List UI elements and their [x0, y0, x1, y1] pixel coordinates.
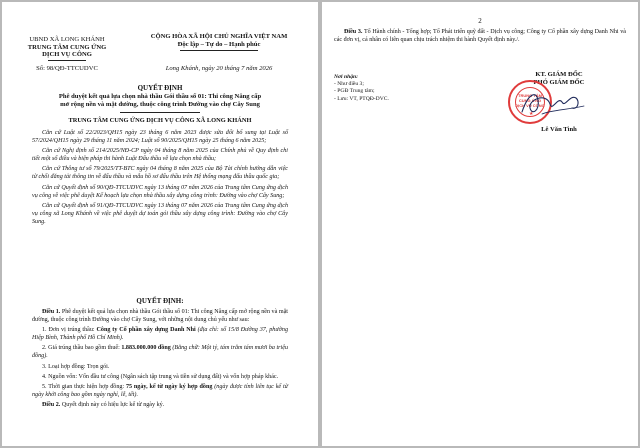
- issuing-authority: [12, 36, 122, 59]
- signer-role: [494, 71, 624, 86]
- document-title: QUYẾT ĐỊNH: [137, 84, 183, 92]
- recipient-item: - PGĐ Trung tâm;: [334, 88, 375, 95]
- national-title: CỘNG HÒA XÃ HỘI CHỦ NGHĨA VIỆT NAM: [150, 33, 288, 40]
- seal-star-icon: ★: [529, 112, 534, 117]
- signer-role-line-2: PHÓ GIÁM ĐỐC: [533, 78, 585, 86]
- recipients-title: Nơi nhận:: [334, 74, 358, 80]
- contract-price: 1.883.000.000 đồng: [121, 345, 171, 352]
- article-3-text: Tổ Hành chính - Tổng hợp; Tổ Phát triển quỹ đất - Dịch vụ công; Công ty Cổ phần xây dựng Danh Nhi và các đơn vị, cá nhân có liên quan chịu trách nhiệm thi hành Quyết định này./.: [334, 29, 627, 44]
- recipients-block: [334, 74, 464, 103]
- contractor-address: (địa chỉ: số 15/8 Đường 37, phường Hiệp Bình, Thành phố Hồ Chí Minh).: [32, 327, 288, 342]
- duration-value: 75 ngày, kể từ ngày ký hợp đồng: [125, 383, 213, 390]
- article-2: [32, 401, 288, 409]
- article-1: [32, 308, 288, 324]
- recipient-item: - Lưu: VT, PTQĐ-DVC.: [334, 95, 389, 102]
- item-funding: 4. Nguồn vốn: Vốn đầu tư công (Ngân sách tập trung và tiền sử dụng đất) và vốn hợp pháp khác.: [42, 373, 279, 380]
- signature-icon: [518, 86, 588, 122]
- article-3: [334, 28, 626, 46]
- document-page-2: [322, 2, 638, 446]
- basis-item: Căn cứ Quyết định số 90/QĐ-TTCUDVC ngày 13 tháng 07 năm 2026 của Trung tâm Cung ứng dịch vụ công về việc phê duyệt Kế hoạch lựa chọn nhà thầu xây dựng công trình: Đường vào chợ Cây Sung;: [32, 184, 288, 199]
- seal-text-3: DỊCH VỤ CÔNG: [515, 103, 545, 108]
- national-motto: Độc lập – Tự do – Hạnh phúc: [177, 41, 261, 48]
- contractor-name: Công ty Cổ phần xây dựng Danh Nhi: [96, 327, 196, 334]
- document-page-1: [2, 2, 318, 446]
- article-3-label: Điều 3.: [344, 29, 363, 35]
- page-number: 2: [478, 17, 482, 25]
- item-contractor: 1. Đơn vị trúng thầu: Công ty Cổ phần xây dựng Danh Nhi (địa chỉ: số 15/8 Đường 37, phường Hiệp Bình, Thành phố Hồ Chí Minh).: [32, 327, 288, 342]
- document-subject: [12, 93, 308, 108]
- place-and-date: Long Khánh, ngày 20 tháng 7 năm 2026: [165, 65, 273, 72]
- seal-text-1: TRUNG TÂM: [518, 93, 542, 98]
- basis-item: Căn cứ Thông tư số 79/2025/TT-BTC ngày 04 tháng 8 năm 2025 của Bộ Tài chính hướng dẫn việc từ chối đăng tải thông tin về đấu thầu và mẫu hồ sơ đấu thầu trên Hệ thống mạng đấu thầu quốc gia;: [32, 166, 288, 181]
- basis-item: Căn cứ Luật số 22/2023/QH15 ngày 23 tháng 6 năm 2023 được sửa đổi bổ sung tại Luật số 57/2024/QH15 ngày 29 tháng 11 năm 2024; Luật số 90/2025/QH15 ngày 25 tháng 6 năm 2025;: [32, 130, 288, 145]
- basis-item: Căn cứ Nghị định số 214/2025/NĐ-CP ngày 04 tháng 8 năm 2025 của Chính phủ về Quy định chi tiết một số điều và biện pháp thi hành Luật Đấu thầu về lựa chọn nhà thầu;: [32, 148, 288, 163]
- org-name-line-2: DỊCH VỤ CÔNG: [42, 51, 92, 59]
- item-price: 2. Giá trúng thầu bao gồm thuế: 1.883.000.000 đồng (Bằng chữ: Một tỷ, tám trăm tám mươi ba triệu đồng).: [32, 345, 288, 360]
- subject-underline: [120, 112, 200, 113]
- article-2-label: Điều 2.: [42, 401, 61, 408]
- document-number: Số: 98/QĐ-TTCUDVC: [36, 65, 98, 72]
- duration-note: (ngày được tính liên tục kể từ ngày khởi công bao gồm ngày nghỉ, lễ, tết).: [32, 383, 288, 398]
- authority-heading: TRUNG TÂM CUNG ỨNG DỊCH VỤ CÔNG XÃ LONG KHÁNH: [68, 117, 252, 124]
- decision-articles: [32, 308, 288, 411]
- recipient-item: - Như điều 3;: [334, 81, 364, 88]
- org-name-line-1: TRUNG TÂM CUNG ỨNG: [27, 43, 107, 51]
- subject-line-2: mở rộng nền và mặt đường, thuộc công trình Đường vào chợ Cây Sung: [60, 100, 260, 108]
- basis-item: Căn cứ Quyết định số 91/QĐ-TTCUDVC ngày 13 tháng 07 năm 2026 của Trung tâm Cung ứng dịch vụ công xã Long Khánh về việc phê duyệt dự toán gói thầu xây dựng công trình: Đường vào chợ Cây Sung.: [32, 202, 288, 225]
- signer-name: Lê Văn Tình: [541, 126, 577, 133]
- article-1-label: Điều 1.: [42, 309, 61, 315]
- item-contract-type: 3. Loại hợp đồng: Trọn gói.: [42, 363, 110, 370]
- article-2-text: Quyết định này có hiệu lực kể từ ngày ký.: [61, 401, 165, 408]
- motto-underline: [180, 50, 258, 51]
- legal-basis: [32, 129, 288, 228]
- price-in-words: (Bằng chữ: Một tỷ, tám trăm tám mươi ba triệu đồng).: [32, 345, 288, 360]
- article-1-text: Phê duyệt kết quả lựa chọn nhà thầu Gói thầu số 01: Thi công Nâng cấp mở rộng nền và mặt đường, thuộc công trình Đường vào chợ Cây Sung, với những nội dung chủ yếu như sau:: [32, 309, 288, 324]
- signer-role-line-1: KT. GIÁM ĐỐC: [535, 71, 583, 78]
- org-underline: [48, 60, 86, 61]
- decision-heading: QUYẾT ĐỊNH:: [136, 297, 184, 305]
- item-duration: 5. Thời gian thực hiện hợp đồng: 75 ngày, kể từ ngày ký hợp đồng (ngày được tính liên tục kể từ ngày khởi công bao gồm ngày nghỉ, lễ, tết).: [32, 383, 288, 398]
- parent-org: UBND XÃ LONG KHÁNH: [29, 36, 105, 43]
- seal-text-2: CUNG ỨNG: [518, 98, 542, 103]
- subject-line-1: Phê duyệt kết quả lựa chọn nhà thầu Gói thầu số 01: Thi công Nâng cấp: [58, 93, 262, 100]
